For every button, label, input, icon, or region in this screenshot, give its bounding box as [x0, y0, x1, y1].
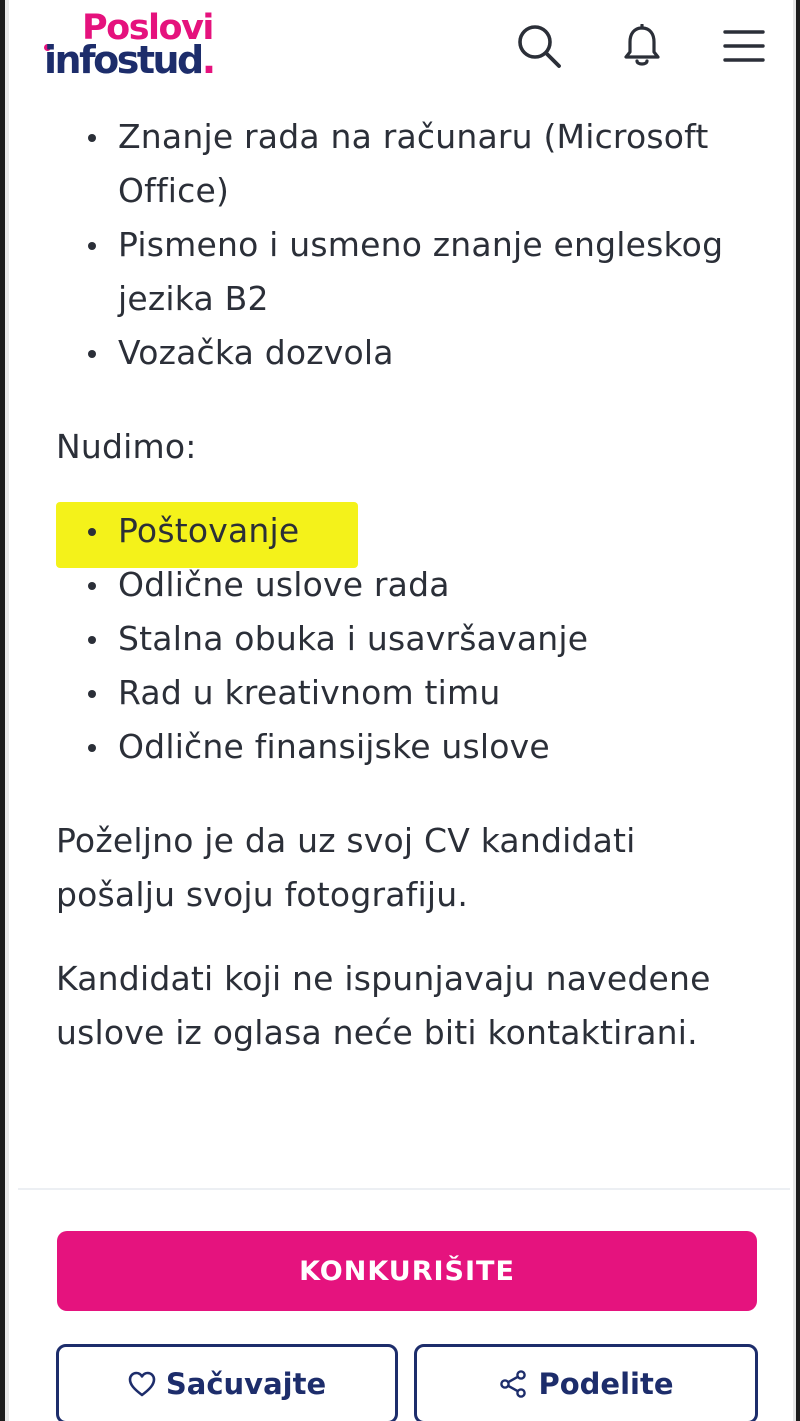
photo-note: Poželjno je da uz svoj CV kandidati pošalju svoju fotografiju. — [56, 821, 636, 914]
logo-word-infostud-text: infostud — [44, 38, 202, 82]
list-item — [56, 218, 766, 326]
phone-edge-right — [790, 0, 800, 1421]
list-item-text: Znanje rada na računaru (Microsoft Office) — [118, 117, 709, 210]
list-item-text: Poštovanje — [118, 511, 300, 550]
search-icon — [516, 23, 562, 69]
bullet-icon — [88, 242, 96, 250]
logo-period: . — [201, 38, 214, 82]
bullet-icon — [88, 134, 96, 142]
list-item — [56, 326, 766, 380]
bullet-icon — [88, 744, 96, 752]
divider — [18, 1188, 790, 1190]
hamburger-menu-icon — [721, 27, 767, 65]
contact-note: Kandidati koji ne ispunjavaju navedene uslove iz oglasa neće biti kontaktirani. — [56, 959, 711, 1052]
infostud-logo[interactable] — [44, 10, 274, 82]
bullet-icon — [88, 350, 96, 358]
requirements-list — [56, 110, 766, 380]
bullet-icon — [88, 636, 96, 644]
share-icon — [498, 1369, 528, 1399]
list-item-text: Odlične finansijske uslove — [118, 727, 550, 766]
offer-heading: Nudimo: — [56, 427, 197, 466]
list-item-text: Odlične uslove rada — [118, 565, 450, 604]
notifications-button[interactable] — [618, 22, 666, 70]
list-item-text: Stalna obuka i usavršavanje — [118, 619, 589, 658]
list-item — [56, 612, 766, 666]
list-item-highlighted — [56, 504, 766, 558]
list-item-text: Pismeno i usmeno znanje engleskog jezika B2 — [118, 225, 724, 318]
bullet-icon — [88, 582, 96, 590]
logo-word-infostud — [44, 40, 214, 80]
app-header — [0, 0, 800, 95]
logo-word-poslovi: Poslovi — [82, 8, 213, 48]
bullet-icon — [88, 690, 96, 698]
save-button-label: Sačuvajte — [165, 1367, 327, 1401]
share-button-label: Podelite — [538, 1367, 674, 1401]
share-button[interactable] — [414, 1344, 758, 1421]
list-item — [56, 558, 766, 612]
heart-icon — [128, 1371, 156, 1397]
bell-icon — [622, 24, 662, 68]
list-item — [56, 110, 766, 218]
search-button[interactable] — [515, 22, 563, 70]
phone-edge-left — [0, 0, 18, 1421]
save-button[interactable] — [56, 1344, 398, 1421]
apply-button[interactable]: KONKURIŠITE — [57, 1231, 757, 1311]
list-item — [56, 666, 766, 720]
list-item — [56, 720, 766, 774]
menu-button[interactable] — [720, 22, 768, 70]
bullet-icon — [88, 528, 96, 536]
offers-list — [56, 504, 766, 774]
list-item-text: Rad u kreativnom timu — [118, 673, 501, 712]
list-item-text: Vozačka dozvola — [118, 333, 394, 372]
job-description — [56, 110, 766, 1060]
